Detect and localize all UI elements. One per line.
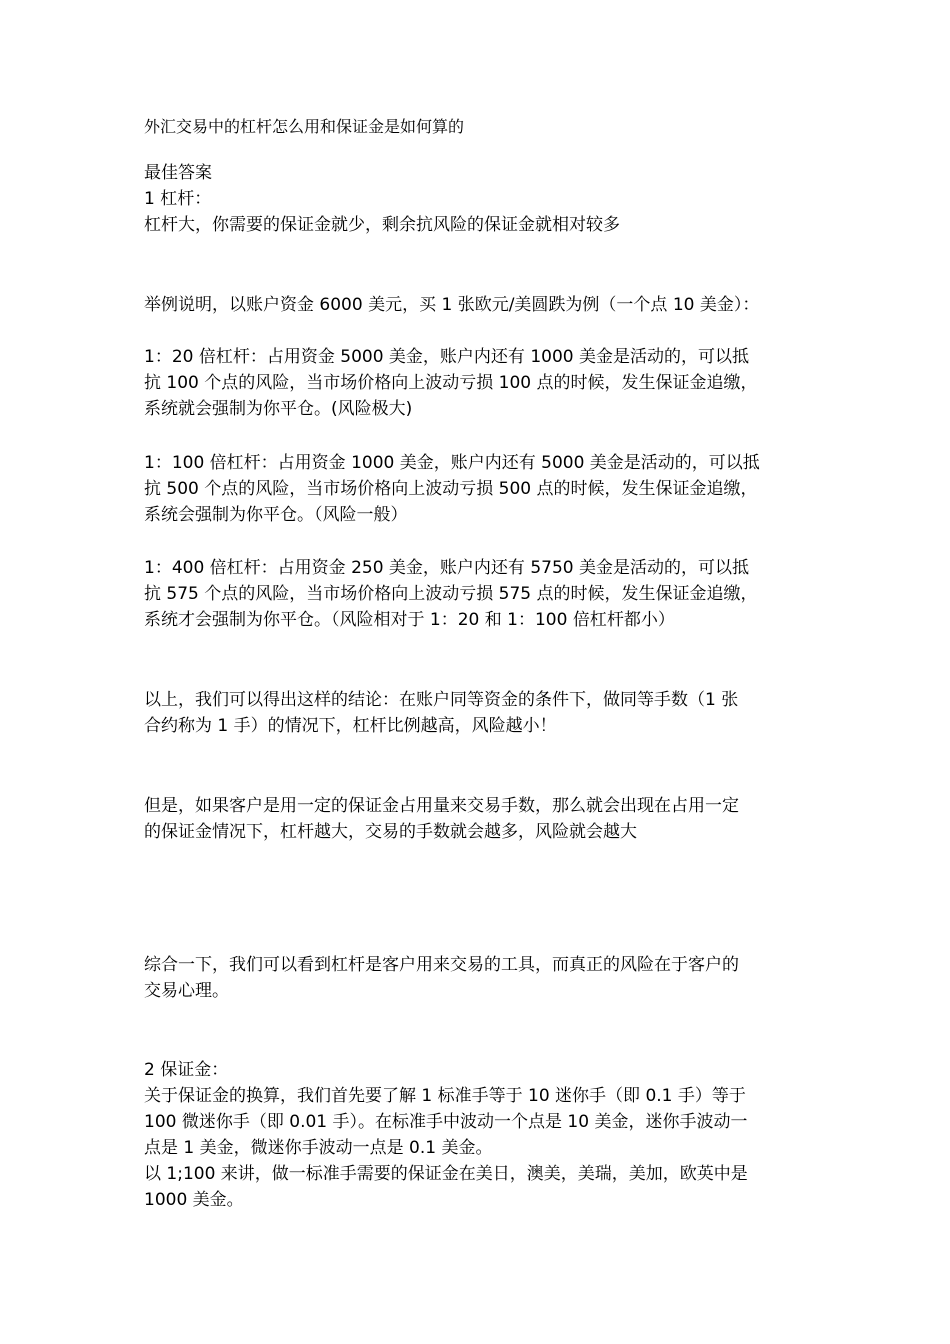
text-line: 最佳答案: [144, 163, 212, 183]
text-line: 但是，如果客户是用一定的保证金占用量来交易手数，那么就会出现在占用一定: [144, 796, 739, 816]
text-line: 100 微迷你手（即 0.01 手）。在标准手中波动一个点是 10 美金，迷你手波动一: [144, 1112, 748, 1132]
text-line: 系统会强制为你平仓。（风险一般）: [144, 505, 408, 525]
text-line: 1：400 倍杠杆：占用资金 250 美金，账户内还有 5750 美金是活动的，可以抵: [144, 558, 749, 578]
text-line: 1 杠杆：: [144, 189, 212, 209]
text-line: 的保证金情况下，杠杆越大，交易的手数就会越多，风险就会越大: [144, 822, 637, 842]
text-line: 关于保证金的换算，我们首先要了解 1 标准手等于 10 迷你手（即 0.1 手）等于: [144, 1086, 746, 1106]
text-line: 1：20 倍杠杆：占用资金 5000 美金，账户内还有 1000 美金是活动的，可以抵: [144, 347, 749, 367]
text-line: 抗 500 个点的风险，当市场价格向上波动亏损 500 点的时候，发生保证金追缴，: [144, 479, 758, 499]
text-line: 以上，我们可以得出这样的结论：在账户同等资金的条件下，做同等手数（1 张: [144, 690, 739, 710]
document-title: 外汇交易中的杠杆怎么用和保证金是如何算的: [144, 117, 465, 136]
text-line: 交易心理。: [144, 981, 229, 1001]
text-line: 系统才会强制为你平仓。（风险相对于 1：20 和 1：100 倍杠杆都小）: [144, 610, 675, 630]
text-line: 1000 美金。: [144, 1190, 244, 1210]
text-line: 1：100 倍杠杆：占用资金 1000 美金，账户内还有 5000 美金是活动的，可以抵: [144, 453, 760, 473]
text-line: 抗 575 个点的风险，当市场价格向上波动亏损 575 点的时候，发生保证金追缴，: [144, 584, 758, 604]
text-line: 合约称为 1 手）的情况下，杠杆比例越高，风险越小！: [144, 716, 557, 736]
text-line: 2 保证金：: [144, 1060, 229, 1080]
text-line: 以 1;100 来讲，做一标准手需要的保证金在美日，澳美，美瑞，美加，欧英中是: [144, 1164, 748, 1184]
text-line: 抗 100 个点的风险，当市场价格向上波动亏损 100 点的时候，发生保证金追缴，: [144, 373, 758, 393]
text-line: 系统就会强制为你平仓。(风险极大): [144, 399, 413, 419]
text-line: 综合一下，我们可以看到杠杆是客户用来交易的工具，而真正的风险在于客户的: [144, 955, 739, 975]
text-line: 举例说明，以账户资金 6000 美元，买 1 张欧元/美圆跌为例（一个点 10 美金）：: [144, 295, 760, 315]
text-line: 点是 1 美金，微迷你手波动一点是 0.1 美金。: [144, 1138, 493, 1158]
text-line: 杠杆大，你需要的保证金就少，剩余抗风险的保证金就相对较多: [144, 215, 620, 235]
